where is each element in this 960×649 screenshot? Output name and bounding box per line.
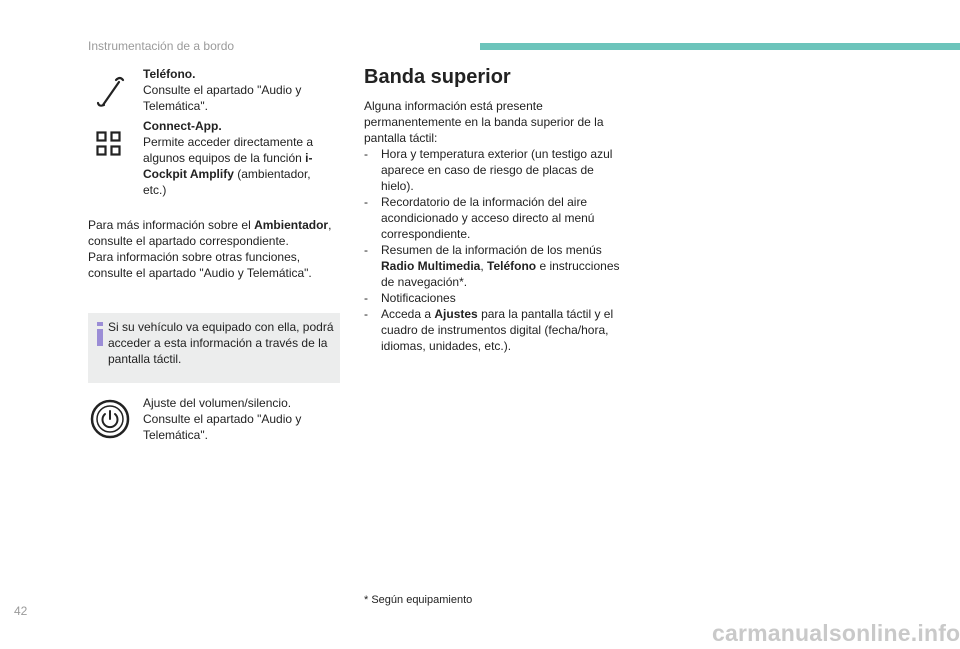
connect-app-title: Connect-App.: [143, 119, 222, 133]
section-title: Instrumentación de a bordo: [88, 39, 235, 53]
watermark: carmanualsonline.info: [712, 620, 960, 646]
info-box: [88, 313, 340, 383]
footnote: * Según equipamiento: [364, 594, 473, 606]
list-item: - Acceda a Ajustes para la pantalla táctil y el cuadro de instrumentos digital (fecha/hora, idiomas, unidades, etc.).: [364, 307, 614, 353]
volume-item-body: Ajuste del volumen/silencio. Consulte el apartado "Audio y Telemática".: [143, 396, 302, 442]
volume-item: [143, 395, 313, 443]
para-line2: Para información sobre otras funciones, consulte el apartado "Audio y Telemática".: [88, 250, 312, 280]
header-accent-bar: [480, 43, 960, 50]
connect-app-body-bold: i-Cockpit Amplify: [143, 151, 313, 181]
info-box-text: Si su vehículo va equipado con ella, podrá acceder a esta información a través de la pantalla táctil.: [108, 320, 334, 366]
feature-list: [364, 146, 624, 354]
connect-app-item: [143, 118, 328, 198]
connect-app-body-pre: Permite acceder directamente a algunos equipos de la función: [143, 135, 314, 165]
list-item: - Resumen de la información de los menús Radio Multimedia, Teléfono e instrucciones de navegación*.: [364, 243, 620, 289]
list-item: - Notificaciones: [364, 291, 456, 305]
apps-grid-icon: [96, 131, 122, 157]
section-heading: Banda superior: [364, 66, 511, 88]
phone-item: [143, 66, 333, 114]
list-item: - Recordatorio de la información del aire acondicionado y acceso directo al menú correspondiente.: [364, 195, 595, 241]
page-number: 42: [14, 604, 28, 618]
info-marker-icon: [93, 322, 107, 346]
para-part2: , consulte el apartado correspondiente.: [88, 218, 332, 248]
info-paragraph: [88, 217, 348, 281]
phone-handset-icon: [94, 74, 128, 108]
phone-item-body: Consulte el apartado "Audio y Telemática".: [143, 83, 302, 113]
list-item: - Hora y temperatura exterior (un testigo azul aparece en caso de riesgo de placas de hielo).: [364, 147, 613, 193]
para-bold: Ambientador: [254, 218, 329, 232]
power-knob-icon: [90, 399, 130, 439]
para-part1: Para más información sobre el: [88, 218, 255, 232]
connect-app-body-post: (ambientador, etc.): [143, 167, 311, 197]
phone-item-title: Teléfono.: [143, 67, 196, 81]
section-intro: Alguna información está presente permanentemente en la banda superior de la pantalla táctil:: [364, 99, 604, 145]
